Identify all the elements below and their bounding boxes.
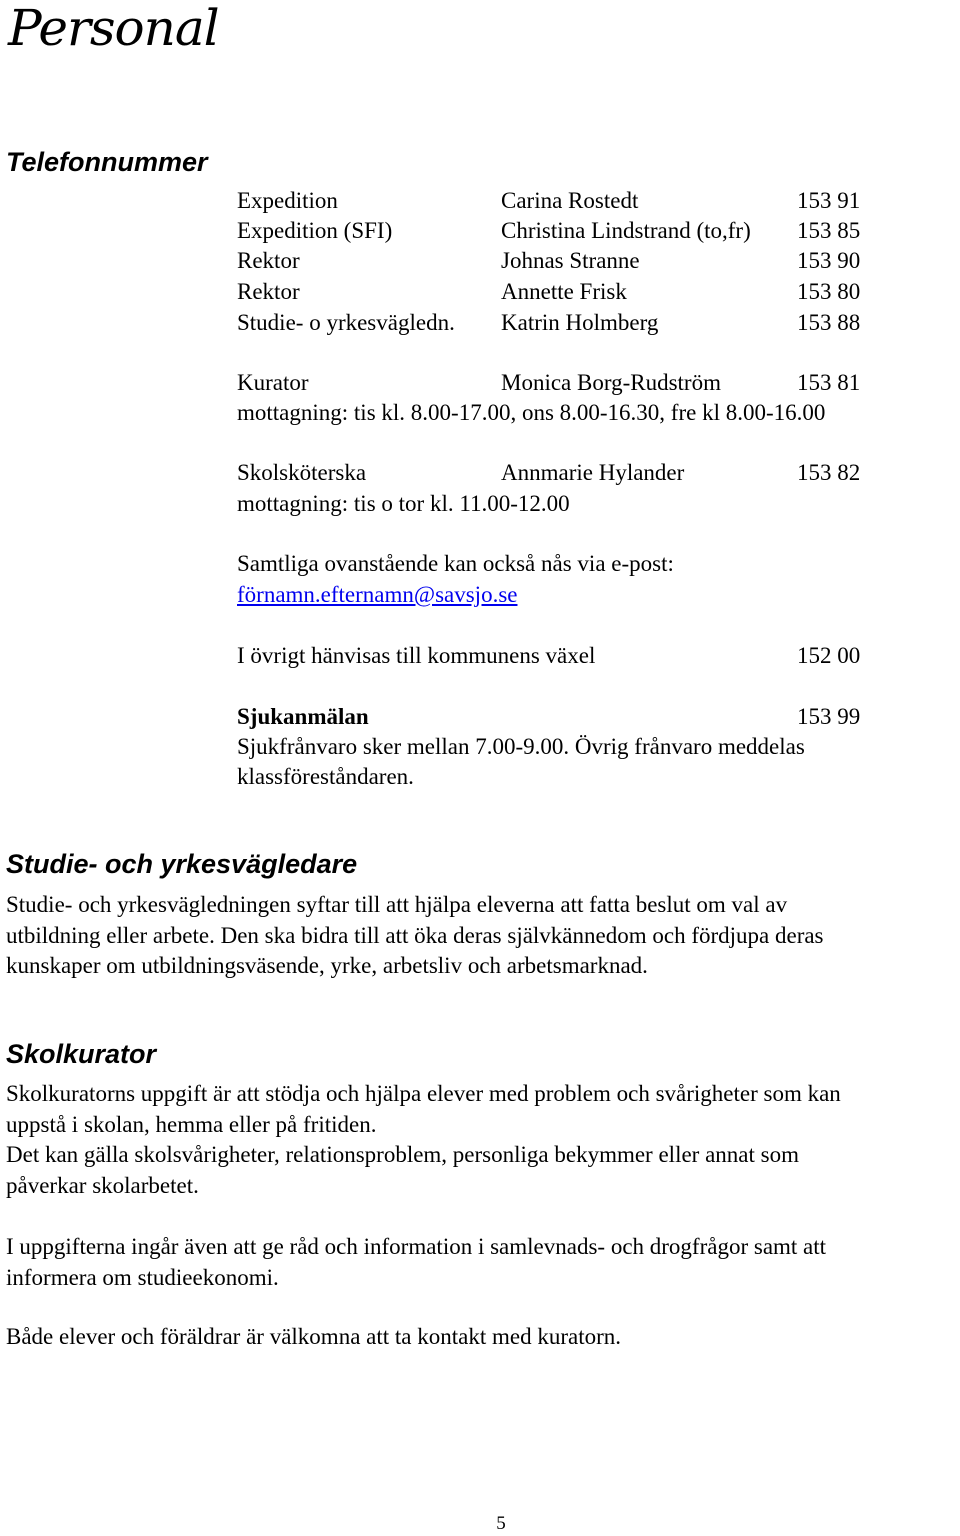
office-hours: mottagning: tis o tor kl. 11.00-12.00 <box>237 491 570 516</box>
phone-role: Studie- o yrkesvägledn. <box>237 310 455 335</box>
paragraph-line: uppstå i skolan, hemma eller på fritiden. <box>6 1111 377 1137</box>
guidance-paragraph <box>6 890 960 982</box>
phone-contact-name: Christina Lindstrand (to,fr) <box>501 218 751 243</box>
switchboard-text: I övrigt hänvisas till kommunens växel <box>237 643 596 668</box>
phone-number: 153 91 <box>797 188 861 213</box>
paragraph-line: kunskaper om utbildningsväsende, yrke, arbetsliv och arbetsmarknad. <box>6 953 648 978</box>
page-title: Personal <box>8 0 219 57</box>
email-link[interactable]: förnamn.efternamn@savsjo.se <box>237 582 518 607</box>
phone-role: Expedition (SFI) <box>237 218 393 243</box>
office-hours: mottagning: tis kl. 8.00-17.00, ons 8.00-16.30, fre kl 8.00-16.00 <box>237 400 826 425</box>
counselor-paragraph <box>6 1322 960 1353</box>
paragraph-line: informera om studieekonomi. <box>6 1264 279 1290</box>
section-heading-telefonnummer: Telefonnummer <box>6 147 208 177</box>
phone-role: Rektor <box>237 248 300 273</box>
phone-contact-name: Katrin Holmberg <box>501 310 659 335</box>
sick-report-text: klassföreståndaren. <box>237 764 414 789</box>
paragraph-line: Både elever och föräldrar är välkomna att ta kontakt med kuratorn. <box>6 1324 621 1349</box>
paragraph-line: påverkar skolarbetet. <box>6 1172 199 1198</box>
phone-contact-name: Carina Rostedt <box>501 188 639 213</box>
phone-number: 153 85 <box>797 218 861 243</box>
paragraph-line: Det kan gälla skolsvårigheter, relationsproblem, personliga bekymmer eller annat som <box>6 1142 799 1167</box>
email-intro: Samtliga ovanstående kan också nås via e-post: <box>237 551 674 576</box>
section-heading-guidance: Studie- och yrkesvägledare <box>6 849 358 879</box>
phone-role: Rektor <box>237 279 300 304</box>
phone-contact-name: Annmarie Hylander <box>501 460 685 485</box>
sick-report-text: Sjukfrånvaro sker mellan 7.00-9.00. Övrig frånvaro meddelas <box>237 734 805 759</box>
paragraph-line: Studie- och yrkesvägledningen syftar till att hjälpa eleverna att fatta beslut om val av <box>6 892 788 917</box>
phone-number: 153 81 <box>797 370 861 395</box>
phone-contact-name: Monica Borg-Rudström <box>501 370 721 395</box>
sick-report-number: 153 99 <box>797 704 861 729</box>
paragraph-line: I uppgifterna ingår även att ge råd och information i samlevnads- och drogfrågor samt att <box>6 1234 827 1259</box>
page-number: 5 <box>496 1513 506 1534</box>
phone-number: 153 80 <box>797 279 861 304</box>
counselor-paragraph <box>6 1079 960 1140</box>
paragraph-line: utbildning eller arbete. Den ska bidra till att öka deras självkännedom och fördjupa deras <box>6 922 824 948</box>
phone-number: 153 88 <box>797 310 861 335</box>
phone-number: 153 90 <box>797 248 861 273</box>
section-heading-counselor: Skolkurator <box>6 1039 157 1069</box>
counselor-paragraph <box>6 1140 960 1201</box>
phone-number: 153 82 <box>797 460 861 485</box>
phone-contact-name: Johnas Stranne <box>501 248 640 273</box>
phone-role: Expedition <box>237 188 338 213</box>
paragraph-line: Skolkuratorns uppgift är att stödja och hjälpa elever med problem och svårigheter som kan <box>6 1081 841 1106</box>
counselor-paragraph <box>6 1232 960 1293</box>
switchboard-number: 152 00 <box>797 643 861 668</box>
sick-report-label: Sjukanmälan <box>237 704 369 729</box>
phone-role: Kurator <box>237 370 309 395</box>
phone-contact-name: Annette Frisk <box>501 279 627 304</box>
phone-role: Skolsköterska <box>237 460 367 485</box>
